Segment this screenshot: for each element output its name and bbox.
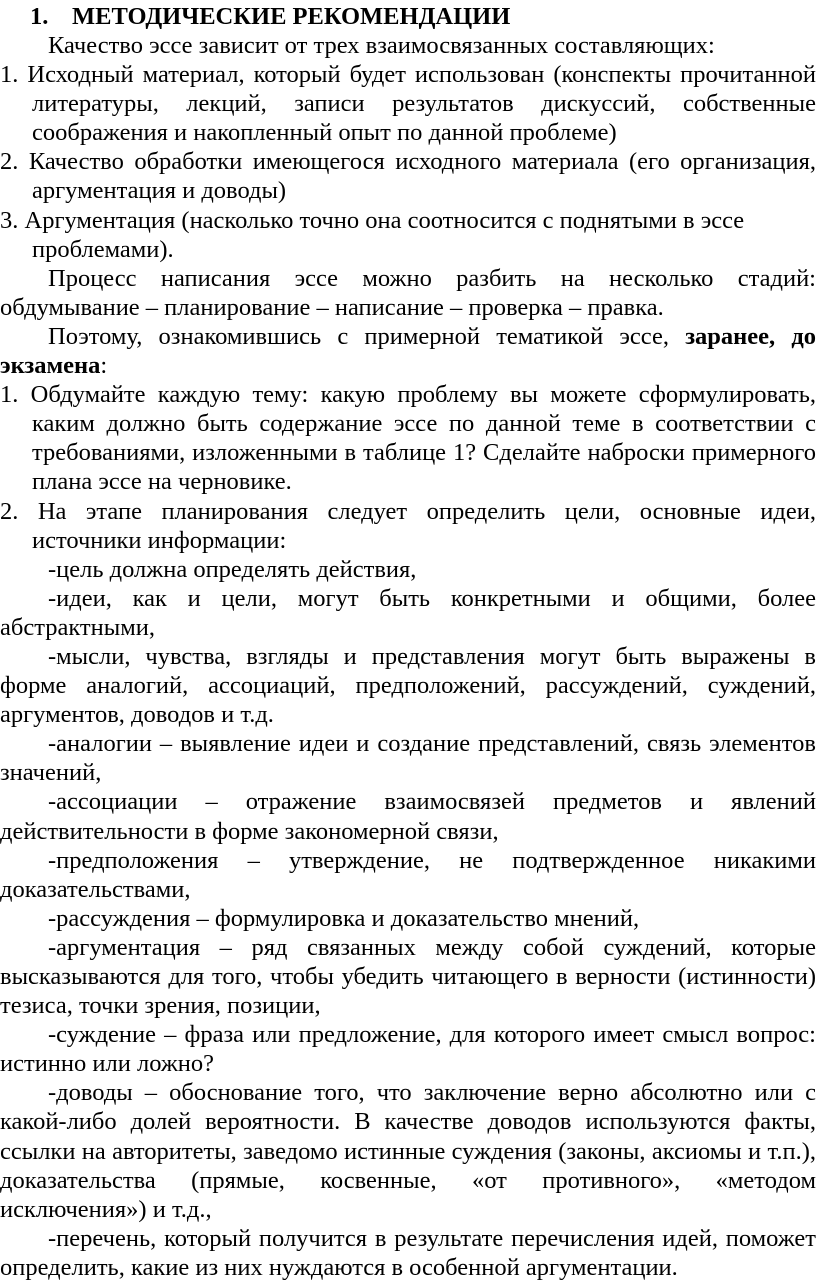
component-item-1: [0, 60, 816, 147]
definition-judgement: -суждение – фраза или предложение, для которого имеет смысл вопрос: истинно или ложно?: [0, 1021, 816, 1078]
definition-thoughts: -мысли, чувства, взгляды и представления могут быть выражены в форме аналогий, ассоциаций, предположений, рассуждений, суждений, аргументов, доводов и т.д.: [0, 642, 816, 729]
definition-arguments: -доводы – обоснование того, что заключение верно абсолютно или с какой-либо долей вероятности. В качестве доводов используются факты, ссылки на авторитеты, заведомо истинные суждения (законы, аксиомы и т.п.), доказательства (прямые, косвенные, «от противного», «методом исключения») и т.д.,: [0, 1079, 816, 1223]
definition-argumentation: -аргументация – ряд связанных между собой суждений, которые высказываются для того, чтобы убедить читающего в верности (истинности) тезиса, точки зрения, позиции,: [0, 933, 816, 1020]
advice-bold: заранее, до экзамена: [0, 322, 816, 380]
heading-title: МЕТОДИЧЕСКИЕ РЕКОМЕНДАЦИИ: [72, 3, 511, 30]
definition-ideas: -идеи, как и цели, могут быть конкретными и общими, более абстрактными,: [0, 584, 816, 641]
step-item-1: [0, 380, 816, 496]
intro-paragraph: Качество эссе зависит от трех взаимосвязанных составляющих:: [48, 32, 715, 59]
advice-text: Поэтому, ознакомившись с примерной тематикой эссе,: [48, 322, 686, 350]
component-text: Качество обработки имеющегося исходного материала (его организация, аргументация и доводы): [28, 148, 816, 205]
step-item-2: [0, 497, 816, 555]
section-heading: [0, 0, 816, 31]
definition-list: -перечень, который получится в результате перечисления идей, поможет определить, какие из них нуждаются в особенной аргументации.: [0, 1224, 816, 1281]
component-text: Исходный материал, который будет использован (конспекты прочитанной литературы, лекций, записи результатов дискуссий, собственные соображения и накопленный опыт по данной проблеме): [27, 61, 816, 147]
process-paragraph: Процесс написания эссе можно разбить на несколько стадий: обдумывание – планирование – написание – проверка – правка.: [0, 264, 816, 321]
advice-paragraph: [0, 322, 816, 380]
step-number: 2.: [0, 497, 19, 525]
step-number: 1.: [0, 381, 19, 409]
component-number: 2.: [0, 148, 19, 176]
heading-number: 1.: [30, 3, 49, 30]
component-number: 3.: [0, 206, 19, 234]
definition-associations: -ассоциации – отражение взаимосвязей предметов и явлений действительности в форме закономерной связи,: [0, 788, 816, 845]
component-item-3: [0, 206, 816, 264]
definition-assumptions: -предположения – утверждение, не подтвержденное никакими доказательствами,: [0, 846, 816, 903]
component-text: Аргументация (насколько точно она соотносится с поднятыми в эссе проблемами).: [24, 206, 745, 263]
step-text: Обдумайте каждую тему: какую проблему вы можете сформулировать, каким должно быть содержание эссе по данной теме в соответствии с требованиями, изложенными в таблице 1? Сделайте наброски примерного плана эссе на черновике.: [30, 381, 816, 496]
component-number: 1.: [0, 61, 19, 89]
step-text: На этапе планирования следует определить цели, основные идеи, источники информации:: [32, 497, 816, 554]
definition-reasoning: -рассуждения – формулировка и доказательство мнений,: [48, 904, 640, 932]
component-item-2: [0, 147, 816, 205]
advice-end: :: [100, 352, 108, 380]
definition-goal: -цель должна определять действия,: [48, 555, 417, 583]
definition-analogies: -аналогии – выявление идеи и создание представлений, связь элементов значений,: [0, 730, 816, 787]
